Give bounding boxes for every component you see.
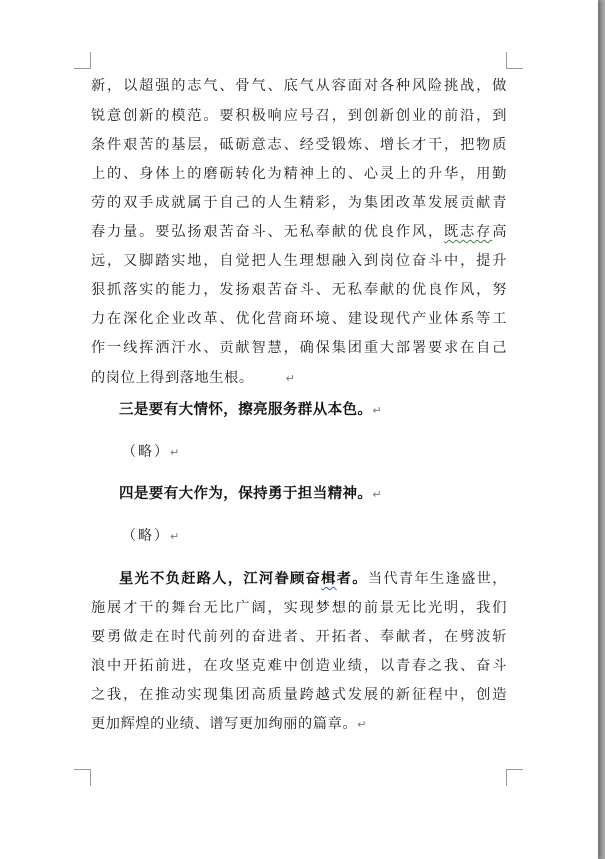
text-line: 条件艰苦的基层，砥砺意志、经受锻炼、增长才干，把物质 — [91, 137, 507, 153]
paragraph-mark-icon: ↵ — [372, 488, 382, 501]
text-line — [119, 566, 507, 592]
heading-text: 三是要有大情怀，擦亮服务群从本色。 — [119, 402, 373, 418]
text-line — [91, 711, 507, 738]
text-run: 春力量。要弘扬艰苦奋斗、无私奉献的优良作风， — [91, 224, 445, 240]
text-line: 远，又脚踏实地，自觉把人生理想融入到岗位奋斗中，提升 — [91, 253, 507, 269]
text-run: 更加辉煌的业绩、谱写更加绚丽的篇章。 — [91, 716, 358, 732]
margin-corner-bottom-right — [506, 769, 523, 786]
text-line: 狠抓落实的能力，发扬艰苦奋斗、无私奉献的优良作风，努 — [91, 282, 507, 298]
bold-text-run: 星光不负赶路人，江河眷顾奋 — [119, 571, 322, 587]
text-line: 浪中开拓前进，在攻坚克难中创造业绩，以青春之我、奋斗 — [91, 658, 507, 674]
text-line: 力在深化企业改革、优化营商环境、建设现代产业体系等工 — [91, 311, 507, 327]
text-line — [91, 365, 507, 392]
text-line — [91, 219, 507, 245]
section-heading — [119, 397, 382, 424]
text-line: 劳的双手成就属于自己的人生精彩，为集团改革发展贡献青 — [91, 195, 507, 211]
text-line: 新，以超强的志气、骨气、底气从容面对各种风险挑战，做 — [91, 78, 507, 94]
text-line: 之我，在推动实现集团高质量跨越式发展的新征程中，创造 — [91, 687, 507, 703]
omitted-content — [122, 439, 179, 466]
text-run: 当代青年生逢盛世， — [367, 571, 508, 587]
heading-text: 四是要有大作为，保持勇于担当精神。 — [119, 486, 373, 502]
bold-text-run: 者。 — [336, 571, 368, 587]
omitted-label: （略） — [122, 528, 170, 544]
grammar-flag-text[interactable]: 既志存 — [444, 224, 493, 240]
text-run: 的岗位上得到落地生根。 — [91, 370, 254, 386]
spelling-flag-text[interactable]: 楫 — [321, 571, 337, 587]
paragraph-mark-icon: ↵ — [285, 372, 295, 385]
omitted-label: （略） — [122, 444, 170, 460]
margin-corner-bottom-left — [74, 769, 91, 786]
paragraph-mark-icon: ↵ — [372, 404, 382, 417]
margin-corner-top-left — [74, 52, 91, 69]
text-line: 要勇做走在时代前列的奋进者、开拓者、奉献者，在劈波斩 — [91, 629, 507, 645]
text-line: 作一线挥洒汗水、贡献智慧，确保集团重大部署要求在自己 — [91, 340, 507, 356]
margin-corner-top-right — [506, 52, 523, 69]
section-heading — [119, 481, 382, 508]
paragraph-mark-icon: ↵ — [357, 718, 367, 731]
text-line: 施展才干的舞台无比广阔，实现梦想的前景无比光明，我们 — [91, 600, 507, 616]
paragraph-mark-icon: ↵ — [170, 446, 180, 459]
text-line: 锐意创新的模范。要积极响应号召，到创新创业的前沿，到 — [91, 108, 507, 124]
paragraph-mark-icon: ↵ — [170, 530, 180, 543]
omitted-content — [122, 523, 179, 550]
text-run: 高 — [492, 224, 507, 240]
text-line: 上的、身体上的磨砺转化为精神上的、心灵上的升华，用勤 — [91, 166, 507, 182]
